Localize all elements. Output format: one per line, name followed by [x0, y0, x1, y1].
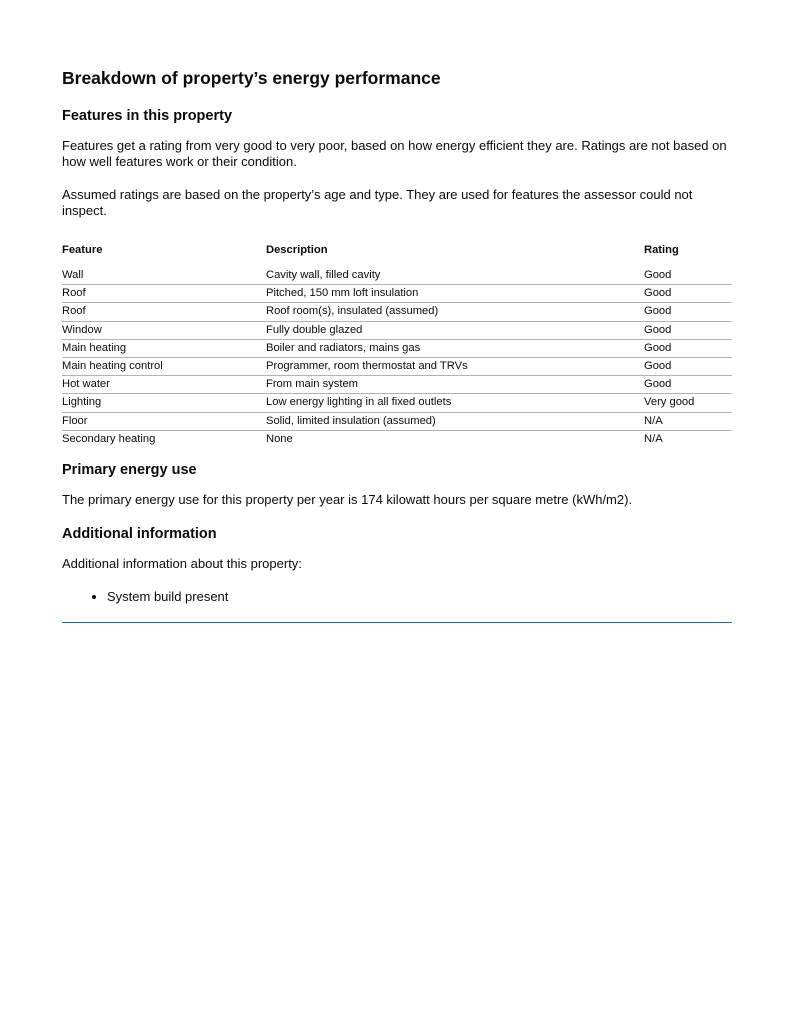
description-cell: Roof room(s), insulated (assumed)	[266, 303, 644, 321]
assumed-ratings-note: Assumed ratings are based on the property’s age and type. They are used for features the assessor could not inspect.	[62, 187, 693, 218]
description-cell: From main system	[266, 376, 644, 394]
table-row	[62, 394, 732, 412]
additional-info-list	[62, 588, 228, 605]
description-cell: Low energy lighting in all fixed outlets	[266, 394, 644, 412]
feature-cell: Roof	[62, 285, 266, 303]
description-cell: Fully double glazed	[266, 321, 644, 339]
page-title: Breakdown of property’s energy performance	[62, 68, 441, 88]
table-row	[62, 357, 732, 375]
table-row	[62, 285, 732, 303]
table-row	[62, 267, 732, 285]
description-cell: Solid, limited insulation (assumed)	[266, 412, 644, 430]
rating-cell: Good	[644, 321, 732, 339]
additional-info-intro: Additional information about this property:	[62, 556, 302, 571]
description-cell: Programmer, room thermostat and TRVs	[266, 357, 644, 375]
header-rating: Rating	[644, 244, 679, 256]
rating-cell: Good	[644, 303, 732, 321]
table-row	[62, 339, 732, 357]
table-row	[62, 321, 732, 339]
feature-cell: Wall	[62, 267, 266, 285]
description-cell: Cavity wall, filled cavity	[266, 267, 644, 285]
description-cell: Pitched, 150 mm loft insulation	[266, 285, 644, 303]
table-row	[62, 412, 732, 430]
header-description: Description	[266, 244, 328, 256]
table-row	[62, 430, 732, 448]
rating-cell: Very good	[644, 394, 732, 412]
primary-energy-heading: Primary energy use	[62, 462, 197, 478]
description-cell: Boiler and radiators, mains gas	[266, 339, 644, 357]
primary-energy-text: The primary energy use for this property per year is 174 kilowatt hours per square metre (kWh/m2).	[62, 492, 633, 507]
header-feature: Feature	[62, 244, 103, 256]
feature-cell: Hot water	[62, 376, 266, 394]
features-heading: Features in this property	[62, 108, 233, 124]
rating-cell: Good	[644, 285, 732, 303]
features-intro: Features get a rating from very good to very poor, based on how energy efficient they are. Ratings are not based on how well features work or their condition.	[62, 138, 727, 169]
rating-cell: N/A	[644, 432, 663, 445]
feature-cell: Roof	[62, 303, 266, 321]
additional-info-heading: Additional information	[62, 526, 217, 542]
rating-cell: Good	[644, 376, 732, 394]
table-row	[62, 303, 732, 321]
section-divider	[62, 622, 732, 623]
description-cell: None	[266, 432, 293, 445]
feature-cell: Floor	[62, 412, 266, 430]
feature-cell: Main heating	[62, 339, 266, 357]
rating-cell: N/A	[644, 412, 732, 430]
feature-cell: Secondary heating	[62, 432, 156, 445]
rating-cell: Good	[644, 267, 732, 285]
feature-cell: Lighting	[62, 394, 266, 412]
feature-cell: Window	[62, 321, 266, 339]
rating-cell: Good	[644, 357, 732, 375]
table-header-row	[62, 241, 732, 267]
rating-cell: Good	[644, 339, 732, 357]
table-row	[62, 376, 732, 394]
list-item: • System build present	[107, 588, 228, 605]
features-table	[62, 241, 732, 448]
feature-cell: Main heating control	[62, 357, 266, 375]
